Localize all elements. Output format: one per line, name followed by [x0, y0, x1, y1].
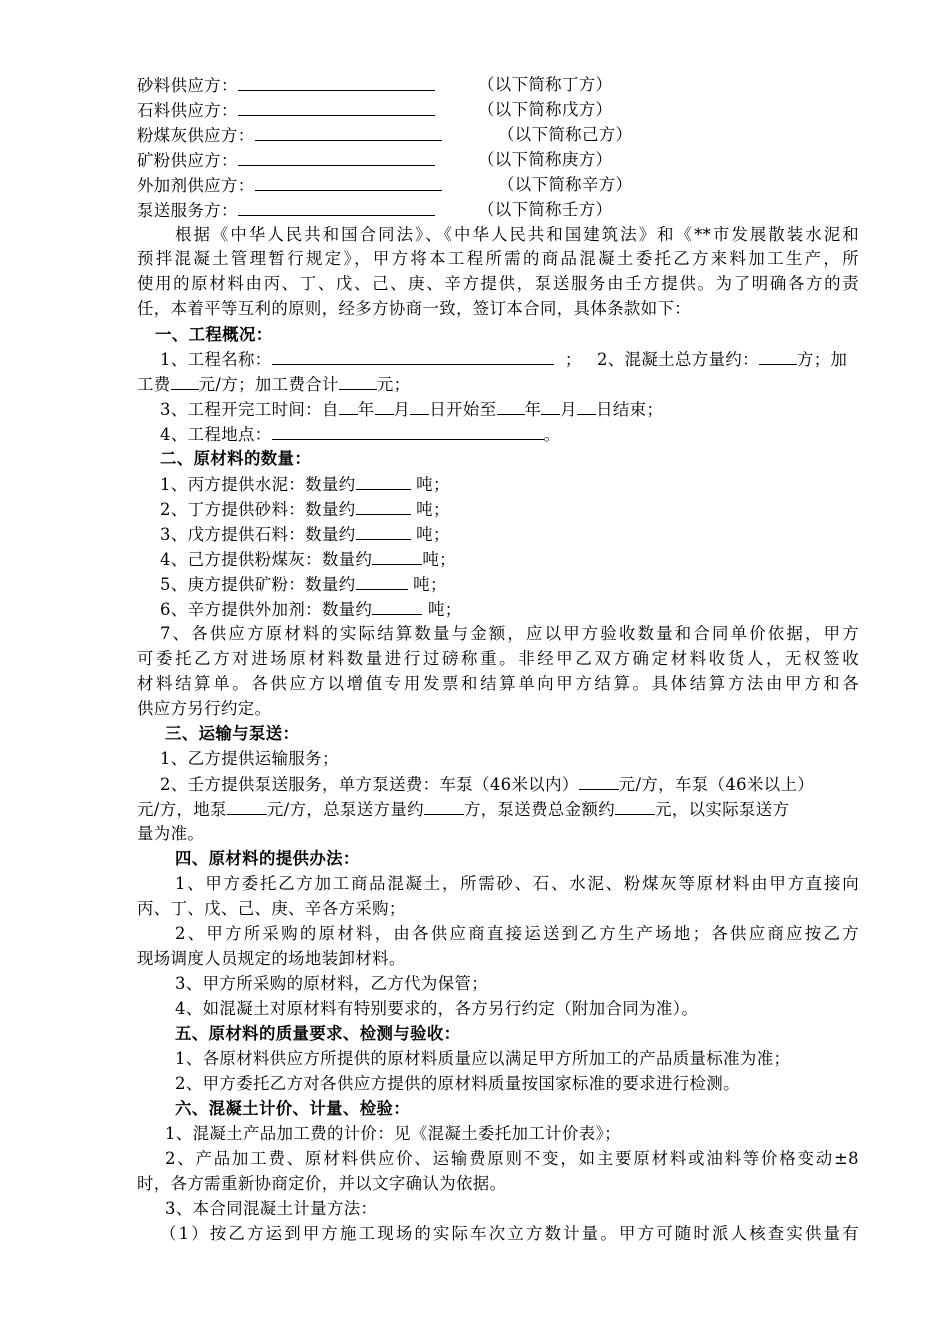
label: 方，泵送费总金额约	[463, 800, 616, 819]
party-line	[137, 148, 435, 172]
party-label: 砂料供应方：	[137, 76, 238, 95]
paragraph-line: 1、混凝土产品加工费的计价：见《混凝土委托加工计价表》；	[165, 1124, 621, 1143]
total-volume-line	[597, 347, 847, 371]
pump-fee-line	[160, 772, 814, 796]
section-heading: 三、运输与泵送：	[165, 724, 300, 743]
paragraph-line: 3、本合同混凝土计量方法：	[165, 1199, 378, 1218]
paragraph-line: 2、甲方委托乙方对各供应方提供的原材料质量按国家标准的要求进行检测。	[175, 1074, 740, 1093]
label: 。	[543, 425, 561, 444]
pump-total-field[interactable]	[615, 797, 655, 815]
blank-field[interactable]	[255, 123, 442, 141]
paragraph-line: 2、甲方所采购的原材料，由各供应商直接运送到乙方生产场地；各供应商应按乙方	[175, 924, 859, 943]
start-day-field[interactable]	[410, 397, 429, 415]
label: 吨；	[416, 500, 450, 519]
label: 元/方，车泵（46米以上）	[618, 775, 815, 794]
paragraph-line: 可委托乙方对进场原材料数量进行过磅称重。非经甲乙双方确定材料收货人，无权签收	[137, 649, 859, 668]
label: 5、庚方提供矿粉：数量约	[160, 575, 356, 594]
label: 吨；	[413, 575, 447, 594]
intro-line: 使用的原材料由丙、丁、戊、己、庚、辛方提供，泵送服务由壬方提供。为了明确各方的责	[137, 274, 859, 293]
label: 元，以实际泵送方	[655, 800, 790, 819]
label: 4、己方提供粉煤灰：数量约	[160, 550, 373, 569]
label: 日结束；	[596, 400, 664, 419]
blank-field[interactable]	[238, 98, 435, 116]
start-year-field[interactable]	[339, 397, 358, 415]
party-alias: （以下简称丁方）	[478, 75, 613, 94]
quantity-field[interactable]	[372, 547, 422, 565]
paragraph-line: 量为准。	[137, 824, 205, 843]
party-alias: （以下简称庚方）	[478, 150, 613, 169]
label: 1、丙方提供水泥：数量约	[160, 475, 356, 494]
party-line	[137, 123, 442, 147]
project-name-line	[160, 347, 582, 371]
material-qty-line	[160, 472, 450, 496]
total-fee-field[interactable]	[339, 372, 377, 390]
total-volume-field[interactable]	[759, 347, 797, 365]
paragraph-line: 7、各供应方原材料的实际结算数量与金额，应以甲方验收数量和合同单价依据，甲方	[160, 624, 859, 643]
start-month-field[interactable]	[375, 397, 394, 415]
paragraph-line: 1、乙方提供运输服务；	[160, 749, 339, 768]
unit-fee-field[interactable]	[171, 372, 199, 390]
material-qty-line	[160, 547, 456, 571]
label: 年	[524, 400, 542, 419]
party-alias: （以下简称己方）	[498, 125, 633, 144]
party-line	[137, 198, 435, 222]
label: 吨；	[416, 525, 450, 544]
schedule-line	[160, 397, 663, 421]
label: 方；加	[796, 350, 848, 369]
quantity-field[interactable]	[356, 522, 411, 540]
label: 元/方，总泵送方量约	[266, 800, 424, 819]
paragraph-line: 时，各方需重新协商定价，并以文字确认为依据。	[137, 1174, 507, 1193]
party-alias: （以下简称辛方）	[498, 175, 633, 194]
label: 年	[357, 400, 375, 419]
label: ；	[564, 350, 582, 369]
label: 月	[560, 400, 578, 419]
blank-field[interactable]	[255, 173, 442, 191]
intro-line: 根据《中华人民共和国合同法》、《中华人民共和国建筑法》和《**市发展散装水泥和	[175, 225, 859, 244]
intro-line: 任，本着平等互利的原则，经多方协商一致，签订本合同，具体条款如下：	[137, 299, 692, 318]
intro-line: 预拌混凝土管理暂行规定》，甲方将本工程所需的商品混凝土委托乙方来料加工生产，所	[137, 249, 859, 268]
party-label: 粉煤灰供应方：	[137, 126, 255, 145]
label: 吨；	[427, 600, 462, 619]
project-location-field[interactable]	[272, 422, 544, 440]
ground-pump-fee-field[interactable]	[227, 797, 267, 815]
party-line	[137, 173, 442, 197]
blank-field[interactable]	[238, 198, 435, 216]
material-qty-line	[160, 597, 462, 621]
label: 元/方；加工费合计	[198, 375, 339, 394]
paragraph-line: 1、各原材料供应方所提供的原材料质量应以满足甲方所加工的产品质量标准为准；	[175, 1049, 791, 1068]
paragraph-line: （1）按乙方运到甲方施工现场的实际车次立方数计量。甲方可随时派人核查实供量有	[160, 1224, 859, 1243]
pump-fee-within-46m-field[interactable]	[579, 772, 619, 790]
paragraph-line: 供应方另行约定。	[137, 699, 272, 718]
party-alias: （以下简称壬方）	[478, 200, 613, 219]
party-alias: （以下简称戊方）	[478, 100, 613, 119]
material-qty-line	[160, 522, 450, 546]
label: 月	[393, 400, 411, 419]
paragraph-line: 材料结算单。各供应方以增值专用发票和结算单向甲方结算。具体结算方法由甲方和各	[137, 674, 859, 693]
project-name-field[interactable]	[272, 347, 554, 365]
label: 元；	[376, 375, 411, 394]
party-label: 石料供应方：	[137, 101, 238, 120]
label: 4、工程地点：	[160, 425, 272, 444]
section-heading: 二、原材料的数量：	[160, 449, 312, 468]
label: 元/方，地泵	[137, 800, 227, 819]
end-year-field[interactable]	[497, 397, 525, 415]
label: 3、工程开完工时间：自	[160, 400, 339, 419]
quantity-field[interactable]	[356, 572, 408, 590]
end-day-field[interactable]	[577, 397, 596, 415]
quantity-field[interactable]	[372, 597, 422, 615]
label: 2、混凝土总方量约：	[597, 350, 759, 369]
section-heading: 六、混凝土计价、计量、检验：	[175, 1099, 411, 1118]
paragraph-line: 2、产品加工费、原材料供应价、运输费原则不变，如主要原材料或油料等价格变动±8	[165, 1149, 859, 1168]
blank-field[interactable]	[238, 73, 435, 91]
pump-volume-field[interactable]	[424, 797, 464, 815]
label: 工费	[137, 375, 171, 394]
end-month-field[interactable]	[541, 397, 560, 415]
section-heading: 一、工程概况：	[155, 325, 273, 344]
party-line	[137, 98, 435, 122]
label: 吨；	[422, 550, 456, 569]
label: 6、辛方提供外加剂：数量约	[160, 600, 373, 619]
party-label: 外加剂供应方：	[137, 176, 255, 195]
section-heading: 四、原材料的提供办法：	[175, 849, 360, 868]
pump-fee-line	[137, 797, 789, 821]
project-location-line	[160, 422, 560, 446]
party-line	[137, 73, 435, 97]
paragraph-line: 丙、丁、戊、己、庚、辛各方采购；	[137, 899, 406, 918]
material-qty-line	[160, 497, 450, 521]
processing-fee-line	[137, 372, 410, 396]
label: 2、壬方提供泵送服务，单方泵送费：车泵（46米以内）	[160, 775, 579, 794]
paragraph-line: 4、如混凝土对原材料有特别要求的，各方另行约定（附加合同为准）。	[175, 999, 699, 1018]
paragraph-line: 3、甲方所采购的原材料，乙方代为保管；	[175, 974, 489, 993]
label: 3、戊方提供石料：数量约	[160, 525, 356, 544]
label: 1、工程名称：	[160, 350, 272, 369]
label: 吨；	[416, 475, 450, 494]
blank-field[interactable]	[238, 148, 435, 166]
section-heading: 五、原材料的质量要求、检测与验收：	[175, 1024, 461, 1043]
quantity-field[interactable]	[356, 472, 411, 490]
paragraph-line: 现场调度人员规定的场地装卸材料。	[137, 949, 406, 968]
party-label: 泵送服务方：	[137, 201, 238, 220]
party-label: 矿粉供应方：	[137, 151, 238, 170]
label: 日开始至	[429, 400, 497, 419]
quantity-field[interactable]	[356, 497, 411, 515]
label: 2、丁方提供砂料：数量约	[160, 500, 356, 519]
material-qty-line	[160, 572, 447, 596]
paragraph-line: 1、甲方委托乙方加工商品混凝土，所需砂、石、水泥、粉煤灰等原材料由甲方直接向	[175, 874, 859, 893]
